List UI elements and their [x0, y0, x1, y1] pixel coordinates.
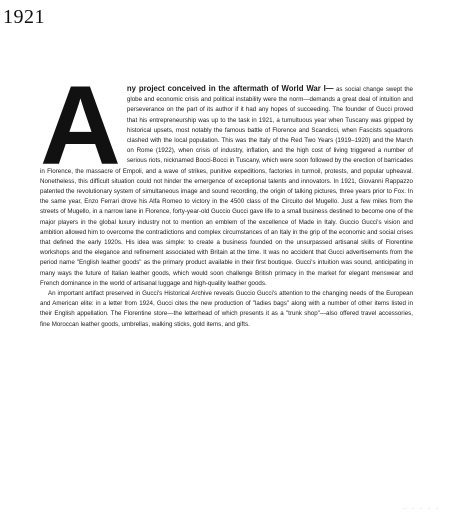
footer-watermark: — · — · — · — · — — [403, 506, 439, 510]
drop-cap-letter: A — [40, 63, 121, 188]
chapter-year-heading: 1921 — [3, 6, 45, 28]
lead-sentence: ny project conceived in the aftermath of World War I— — [126, 84, 334, 93]
paragraph-2: An important artifact preserved in Gucci's Historical Archive reveals Guccio Gucci's attention to the changing needs of the European and American elite: in a letter from 1924, Gucci cites the new production of "ladies bags" along with a number of other items listed in their English appellation. The Florentine store—the letterhead of which presents it as a "trunk shop"—also offered travel accessories, fine Moroccan leather goods, umbrellas, walking sticks, gold items, and gifts. — [40, 290, 413, 328]
paragraph-1 — [40, 63, 414, 289]
paragraph-1-text: as social change swept the globe and economic crisis and political instability were the norm—demands a great deal of intuition and perseverance on the part of its author if it had any hopes of succeeding. The founder of Gucci proved that his entrepreneurship was up to the task in 1921, a tumultuous year when Tuscany was gripped by historical upsets, most notably the famous battle of Florence and Scandicci, when Fascists squadrons clashed with the local population. This was the Italy of the Red Two Years (1919–1920) and the March on Rome (1922), when crisis of industry, inflation, and the high cost of living triggered a number of serious riots, nicknamed Bocci-Bocci in Tuscany, which were soon followed by the erection of barricades in Florence, the massacre of Empoli, and a wave of strikes, punitive expeditions, factories in turmoil, protests, and popular upheaval. Nonetheless, this difficult situation could not hinder the emergence of exceptional talents and innovators. In 1921, Giovanni Rappazzo patented the revolutionary system of simultaneous image and sound recording, the origin of talking pictures, three years prior to Fox. In the same year, Enzo Ferrari drove his Alfa Romeo to victory in the 4500 class of the Circuito del Mugello. Just a few miles from the streets of Mugello, in a narrow lane in Florence, forty-year-old Guccio Gucci gave life to a small business destined to become one of the major players in the global luxury industry not to mention an emblem of the excellence of Made in Italy. Guccio Gucci's vision and ambition allowed him to overcome the contradictions and complex circumstances of an Italy in the grip of the economic and social crises that defined the early 1920s. His idea was simple: to create a business founded on the unsurpassed artisanal skills of Florentine workshops and the elegance and refinement associated with Britain at the time. It was no accident that Gucci advertisements from the period name "English leather goods" as the primary product available in their first boutique. Gucci's intuition was sound, anticipating in many ways the future of Italian leather goods, which would soon challenge British primacy in the market for elegant menswear and French dominance in the world of artisanal luggage and high-quality leather goods. — [40, 86, 414, 287]
article-body — [40, 63, 414, 330]
